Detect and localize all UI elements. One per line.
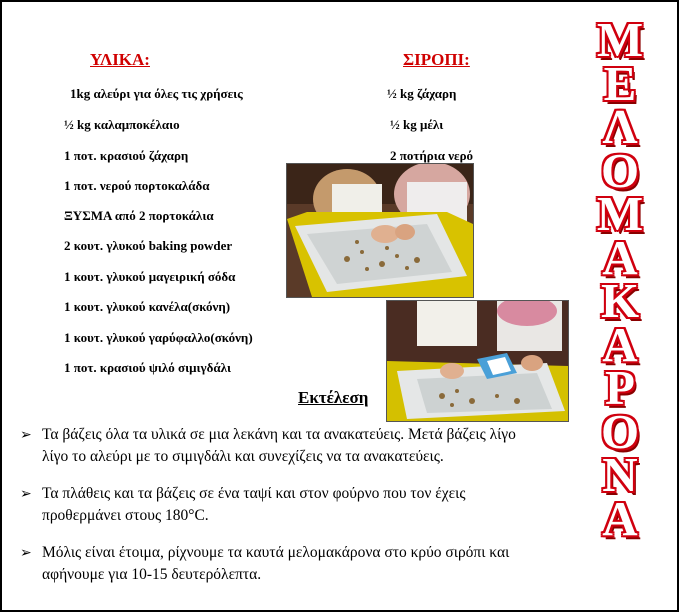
execution-step xyxy=(42,483,642,527)
step-line: Τα βάζεις όλα τα υλικά σε μια λεκάνη και τα ανακατεύεις. Μετά βάζεις λίγο xyxy=(42,426,516,443)
step-line: Μόλις είναι έτοιμα, ρίχνουμε τα καυτά μελομακάρονα στο κρύο σιρόπι και xyxy=(42,544,510,561)
title-letter: Λ xyxy=(602,99,638,154)
syrup-item: ½ kg ζάχαρη xyxy=(387,86,457,101)
ingredient-item: 1 κουτ. γλυκού μαγειρική σόδα xyxy=(64,269,236,284)
title-letter: Ο xyxy=(600,142,640,198)
arrow-bullet-icon: ➢ xyxy=(20,428,32,443)
step-line: λίγο το αλεύρι με το σιμιγδάλι και συνεχίζεις να τα ανακατεύεις. xyxy=(42,448,444,465)
title-letter: Α xyxy=(602,490,638,546)
ingredients-heading: ΥΛΙΚΑ: xyxy=(90,50,150,69)
ingredient-item: 1 ποτ. νερού πορτοκαλάδα xyxy=(64,178,210,193)
title-letter: Ο xyxy=(600,403,640,459)
ingredient-item: 1 ποτ. κρασιού ζάχαρη xyxy=(64,148,189,163)
ingredient-item: ½ kg καλαμποκέλαιο xyxy=(64,117,180,132)
syrup-item: ½ kg μέλι xyxy=(390,117,444,132)
ingredient-item: 1 κουτ. γλυκού γαρύφαλλο(σκόνη) xyxy=(64,330,253,345)
execution-heading: Εκτέλεση xyxy=(298,388,369,407)
step-line: αφήνουμε για 10-15 δευτερόλεπτα. xyxy=(42,566,262,583)
arrow-bullet-icon: ➢ xyxy=(20,487,32,502)
step-line: Τα πλάθεις και τα βάζεις σε ένα ταψί και στον φούρνο που τον έχεις xyxy=(42,485,466,502)
ingredient-item: 1 κουτ. γλυκού κανέλα(σκόνη) xyxy=(64,299,231,314)
title-letter: Ρ xyxy=(605,360,635,415)
title-letter: Μ xyxy=(596,186,644,241)
execution-step xyxy=(42,542,642,586)
ingredient-item: 1kg αλεύρι για όλες τις χρήσεις xyxy=(70,86,243,101)
photo-children-kneading xyxy=(286,163,474,298)
title-letter: Κ xyxy=(600,273,640,328)
title-letter: Ν xyxy=(602,447,638,502)
arrow-bullet-icon: ➢ xyxy=(20,546,32,561)
title-letter: Ε xyxy=(603,55,637,111)
syrup-heading: ΣΙΡΟΠΙ: xyxy=(403,50,470,69)
syrup-item: 2 ποτήρια νερό xyxy=(390,148,474,163)
ingredient-item: ΞΥΣΜΑ από 2 πορτοκάλια xyxy=(64,208,214,223)
title-letter: Α xyxy=(602,229,638,285)
title-letter: Α xyxy=(602,316,638,372)
ingredient-item: 2 κουτ. γλυκού baking powder xyxy=(64,238,233,253)
photo-children-mixing xyxy=(386,300,569,422)
ingredient-item: 1 ποτ. κρασιού ψιλό σιμιγδάλι xyxy=(64,360,232,375)
title-letter: Μ xyxy=(596,12,644,67)
step-line: προθερμάνει στους 180°C. xyxy=(42,507,209,524)
execution-step xyxy=(42,424,642,468)
